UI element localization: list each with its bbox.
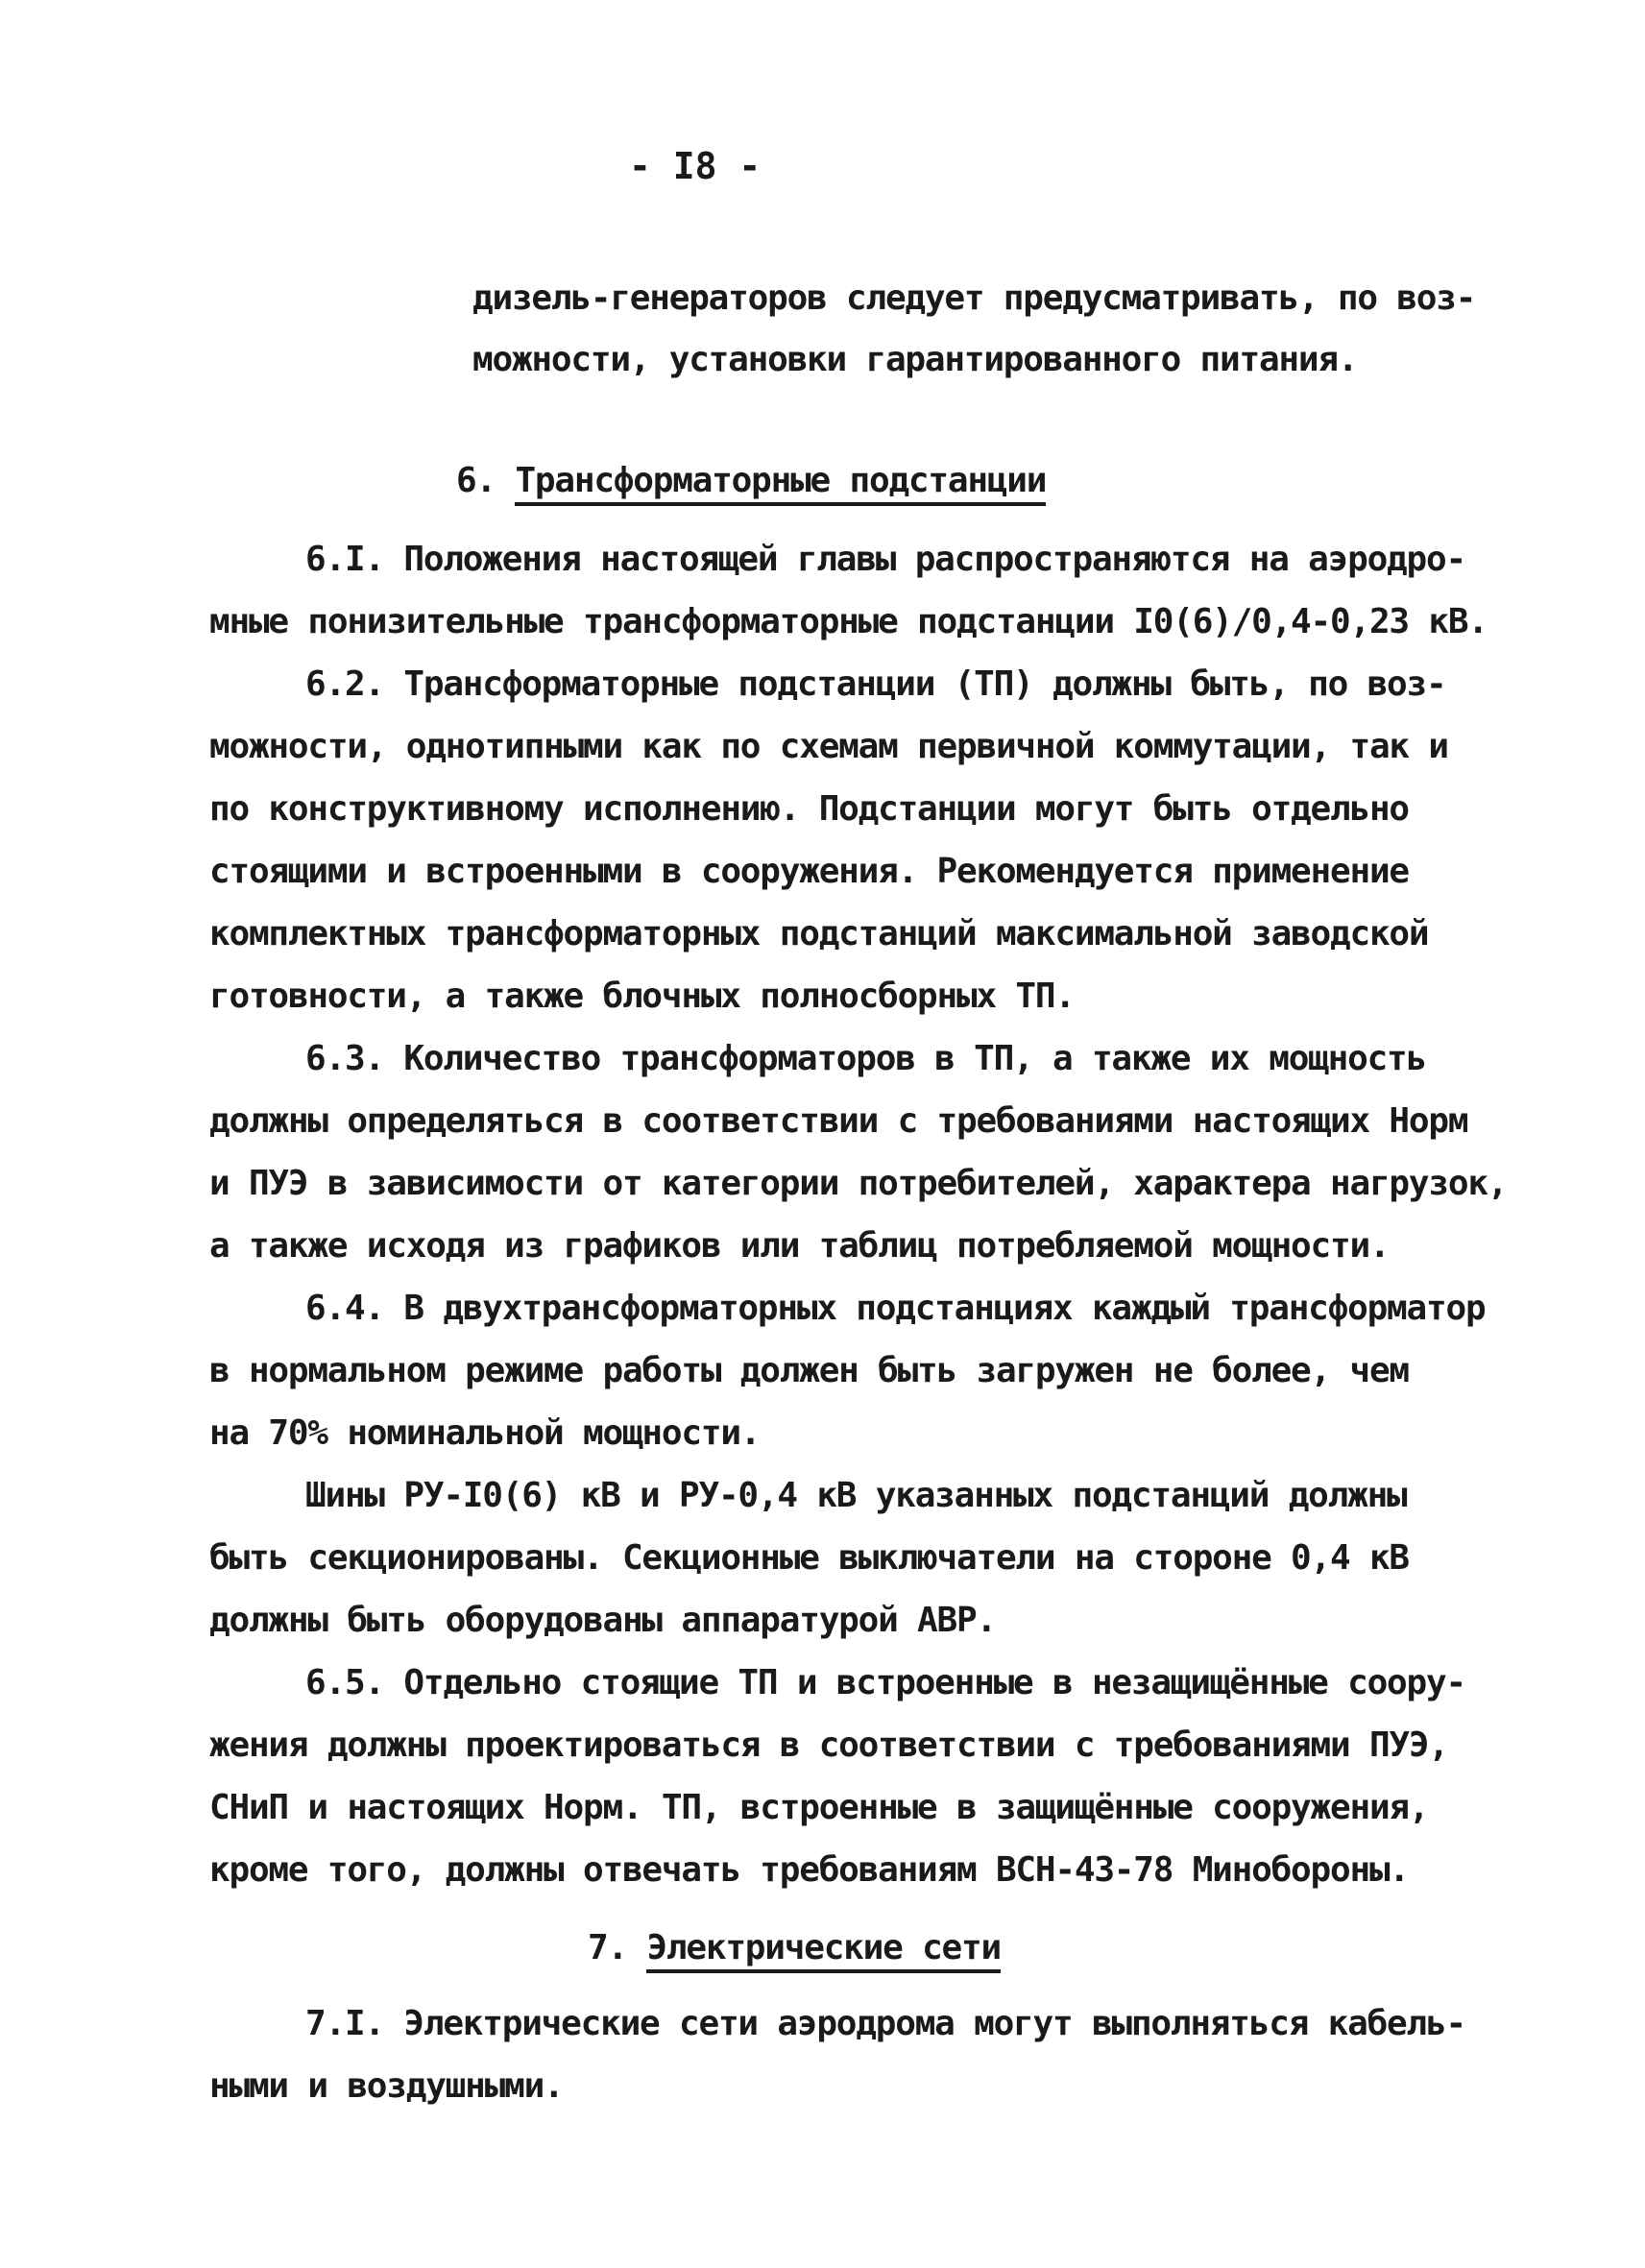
paragraph-line: стоящими и встроенными в сооружения. Рекомендуется применение (209, 852, 1409, 891)
paragraph-line: должны определяться в соответствии с требованиями настоящих Норм (209, 1101, 1468, 1141)
paragraph-line: жения должны проектироваться в соответствии с требованиями ПУЭ, (209, 1725, 1448, 1765)
continuation-line: дизель-генераторов следует предусматривать, по воз- (472, 278, 1476, 318)
page-number: - I8 - (629, 145, 762, 187)
section-7-number: 7. (588, 1928, 627, 1967)
section-6-title: Трансформаторные подстанции (515, 461, 1046, 506)
paragraph-line: 6.I. Положения настоящей главы распространяются на аэродро- (305, 540, 1465, 579)
section-7-heading (588, 1926, 1001, 1970)
paragraph-line: 6.5. Отдельно стоящие ТП и встроенные в незащищённые соору- (305, 1663, 1465, 1702)
paragraph-line: быть секционированы. Секционные выключатели на стороне 0,4 кВ (209, 1538, 1409, 1578)
paragraph-line: а также исходя из графиков или таблиц потребляемой мощности. (209, 1226, 1390, 1266)
paragraph-line: 6.3. Количество трансформаторов в ТП, а также их мощность (305, 1039, 1427, 1078)
paragraph-line: ными и воздушными. (209, 2066, 564, 2106)
paragraph-line: кроме того, должны отвечать требованиям ВСН-43-78 Минобороны. (209, 1850, 1409, 1890)
paragraph-line: комплектных трансформаторных подстанций максимальной заводской (209, 914, 1429, 953)
paragraph-line: по конструктивному исполнению. Подстанции могут быть отдельно (209, 789, 1409, 829)
paragraph-line: Шины РУ-I0(6) кВ и РУ-0,4 кВ указанных подстанций должны (305, 1476, 1407, 1515)
paragraph-line: можности, однотипными как по схемам первичной коммутации, так и (209, 727, 1448, 766)
paragraph-line: готовности, а также блочных полносборных ТП. (209, 977, 1075, 1016)
paragraph-line: мные понизительные трансформаторные подстанции I0(6)/0,4-0,23 кВ. (209, 602, 1488, 641)
continuation-line: можности, установки гарантированного питания. (472, 340, 1358, 379)
paragraph-line: в нормальном режиме работы должен быть загружен не более, чем (209, 1351, 1409, 1390)
paragraph-line: 6.4. В двухтрансформаторных подстанциях каждый трансформатор (305, 1289, 1486, 1328)
section-6-heading (456, 459, 1046, 503)
paragraph-line: на 70% номинальной мощности. (209, 1413, 761, 1453)
paragraph-line: СНиП и настоящих Норм. ТП, встроенные в защищённые сооружения, (209, 1788, 1429, 1827)
section-7-title: Электрические сети (646, 1928, 1001, 1973)
section-6-number: 6. (456, 461, 496, 500)
paragraph-line: 7.I. Электрические сети аэродрома могут выполняться кабель- (305, 2004, 1465, 2043)
paragraph-line: и ПУЭ в зависимости от категории потребителей, характера нагрузок, (209, 1164, 1508, 1203)
paragraph-line: должны быть оборудованы аппаратурой АВР. (209, 1601, 996, 1640)
paragraph-line: 6.2. Трансформаторные подстанции (ТП) должны быть, по воз- (305, 664, 1446, 704)
